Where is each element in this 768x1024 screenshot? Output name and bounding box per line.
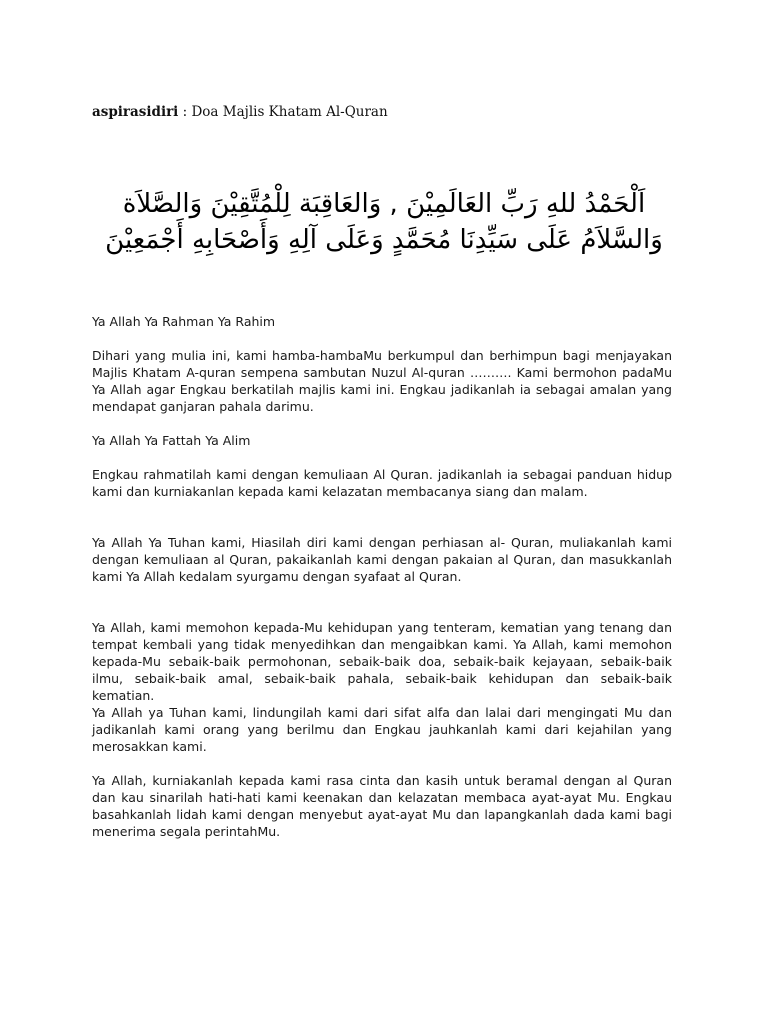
paragraph-hiasan-quran: Ya Allah Ya Tuhan kami, Hiasilah diri kami dengan perhiasan al- Quran, muliakanlah kami dengan kemuliaan al Quran, pakaikanlah kami dengan pakaian al Quran, dan masukkanlah kami Ya Allah kedalam syurgamu dengan syafaat al Quran. — [92, 535, 672, 584]
paragraph-perlindungan: Ya Allah ya Tuhan kami, lindungilah kami dari sifat alfa dan lalai dari mengingati Mu dan jadikanlah kami orang yang berilmu dan Engkau jauhkanlah kami dari kejahilan yang merosakkan kami. — [92, 705, 672, 754]
document-title: Doa Majlis Khatam Al-Quran — [191, 104, 388, 120]
paragraph-permohonan: Ya Allah, kami memohon kepada-Mu kehidupan yang tenteram, kematian yang tenang dan tempat kembali yang tidak menyedihkan dan mengaibkan kami. Ya Allah, kami memohon kepada-Mu sebaik-baik permohonan, sebaik-baik doa, sebaik-baik kejayaan, sebaik-baik ilmu, sebaik-baik amal, sebaik-baik pahala, sebaik-baik kehidupan dan sebaik-baik kematian. — [92, 620, 672, 703]
blog-name: aspirasidiri — [92, 104, 179, 120]
header-separator: : — [178, 104, 192, 120]
document-header — [92, 104, 388, 120]
invocation-heading-1: Ya Allah Ya Rahman Ya Rahim — [92, 314, 276, 329]
arabic-opening-prayer: اَلْحَمْدُ للهِ رَبِّ العَالَمِيْنَ , وَالعَاقِبَة لِلْمُتَّقِيْنَ وَالصَّلاَة وَالسَّلاَمُ عَلَى سَيِّدِنَا مُحَمَّدٍ وَعَلَى آلِهِ وَأَصْحَابِهِ أَجْمَعِيْنَ — [105, 189, 663, 255]
paragraph-rahmat-quran: Engkau rahmatilah kami dengan kemuliaan Al Quran. jadikanlah ia sebagai panduan hidup kami dan kurniakanlan kepada kami kelazatan membacanya siang dan malam. — [92, 467, 672, 499]
paragraph-majlis-opening: Dihari yang mulia ini, kami hamba-hambaMu berkumpul dan berhimpun bagi menjayakan Majlis Khatam A-quran sempena sambutan Nuzul Al-quran ………. Kami bermohon padaMu Ya Allah agar Engkau berkatilah majlis kami ini. Engkau jadikanlah ia sebagai amalan yang mendapat ganjaran pahala darimu. — [92, 348, 672, 414]
invocation-heading-2: Ya Allah Ya Fattah Ya Alim — [92, 433, 251, 448]
paragraph-cinta-quran: Ya Allah, kurniakanlah kepada kami rasa cinta dan kasih untuk beramal dengan al Quran dan kau sinarilah hati-hati kami keenakan dan kelazatan membaca ayat-ayat Mu. Engkau basahkanlah lidah kami dengan menyebut ayat-ayat Mu dan lapangkanlah dada kami bagi menerima segala perintahMu. — [92, 773, 672, 839]
